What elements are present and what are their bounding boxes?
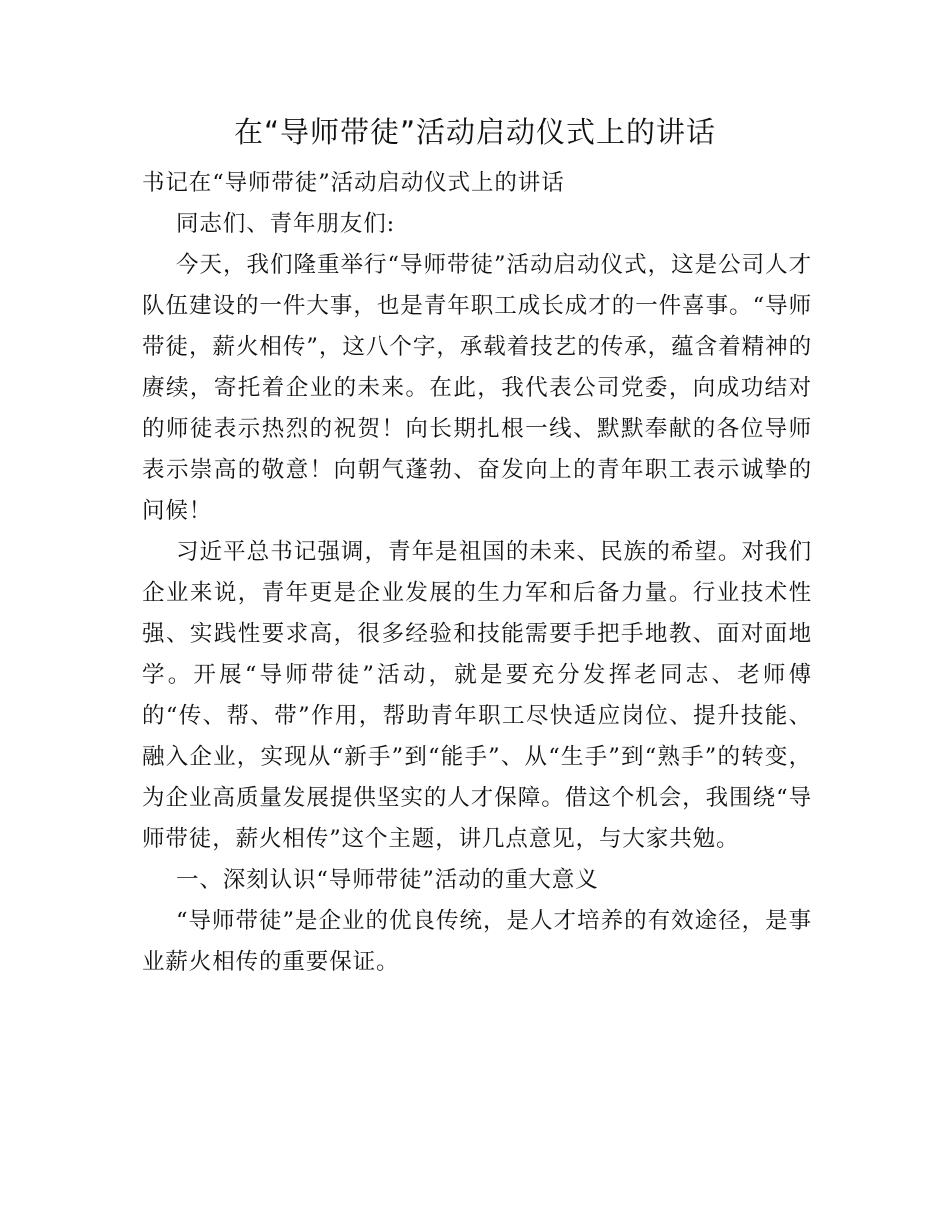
document-title: 在“导师带徒”活动启动仪式上的讲话 — [233, 115, 717, 149]
section-heading: 一、深刻认识“导师带徒”活动的重大意义 — [176, 867, 599, 893]
document-subtitle: 书记在“导师带徒”活动启动仪式上的讲话 — [142, 170, 565, 196]
document-body — [142, 163, 812, 983]
section-paragraph: “导师带徒”是企业的优良传统，是人才培养的有效途径，是事业薪火相传的重要保证。 — [142, 908, 812, 975]
paragraph-background: 习近平总书记强调，青年是祖国的未来、民族的希望。对我们企业来说，青年更是企业发展的生力军和后备力量。行业技术性强、实践性要求高，很多经验和技能需要手把手地教、面对面地学。开展“导师带徒”活动，就是要充分发挥老同志、老师傅的“传、帮、带”作用，帮助青年职工尽快适应岗位、提升技能、融入企业，实现从“新手”到“能手”、从“生手”到“熟手”的转变，为企业高质量发展提供坚实的人才保障。借这个机会，我围绕“导师带徒，薪火相传”这个主题，讲几点意见，与大家共勉。 — [142, 539, 812, 852]
paragraph-opening: 今天，我们隆重举行“导师带徒”活动启动仪式，这是公司人才队伍建设的一件大事，也是青年职工成长成才的一件喜事。“导师带徒，薪火相传”，这八个字，承载着技艺的传承，蕴含着精神的赓续，寄托着企业的未来。在此，我代表公司党委，向成功结对的师徒表示热烈的祝贺！向长期扎根一线、默默奉献的各位导师表示崇高的敬意！向朝气蓬勃、奋发向上的青年职工表示诚挚的问候！ — [142, 252, 812, 524]
greeting: 同志们、青年朋友们: — [176, 211, 396, 237]
